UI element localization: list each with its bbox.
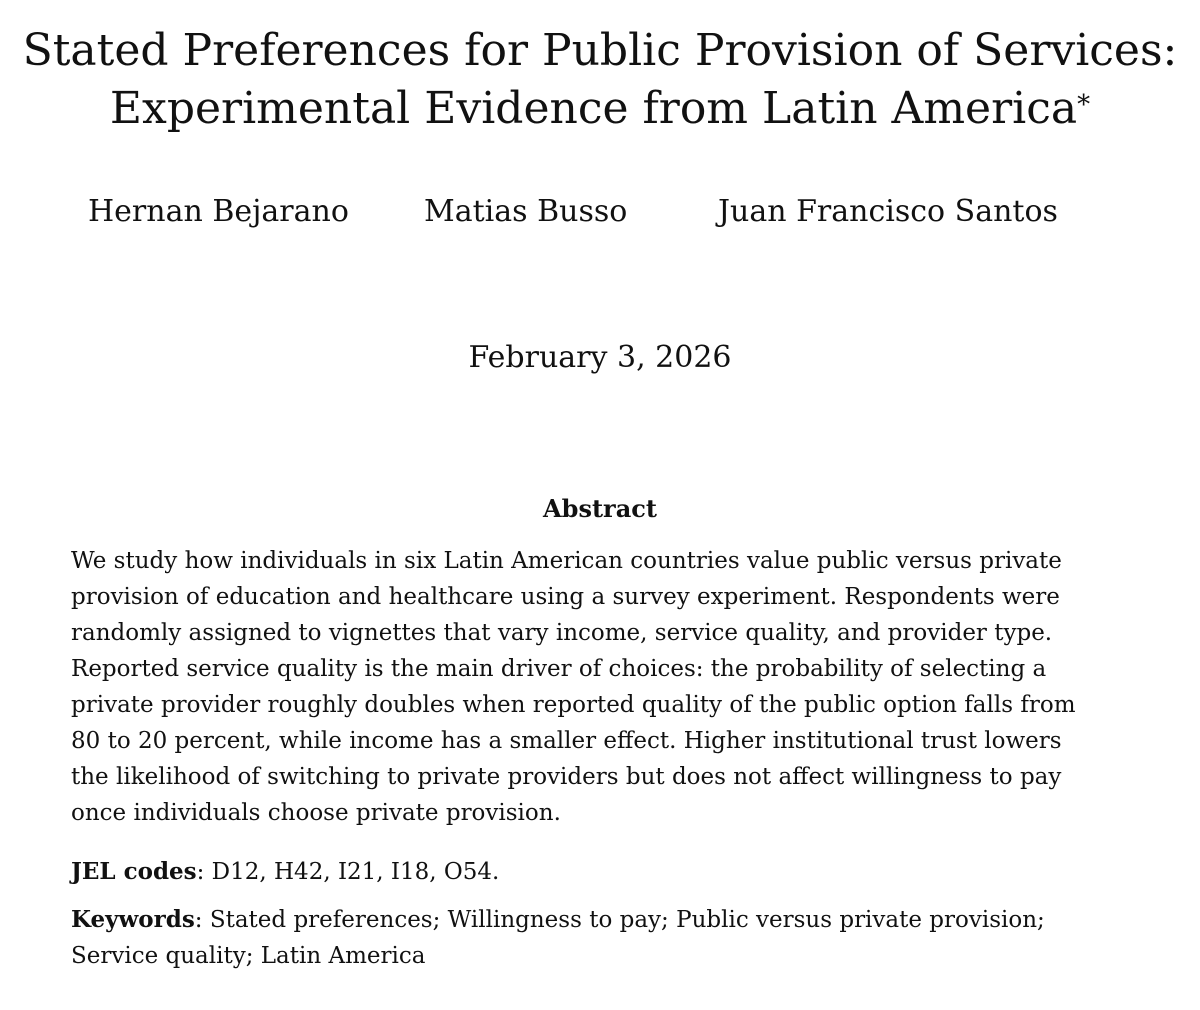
keywords-line-1 — [71, 902, 1131, 938]
keywords-label: Keywords — [71, 906, 195, 933]
abstract-heading: Abstract — [543, 494, 657, 523]
keywords-line-2: Service quality; Latin America — [71, 943, 426, 969]
abstract-line: Reported service quality is the main driver of choices: the probability of selecting a — [71, 656, 1047, 682]
keywords — [71, 902, 1131, 974]
abstract-line: once individuals choose private provision. — [71, 800, 561, 826]
abstract-line: We study how individuals in six Latin American countries value public versus private — [71, 548, 1062, 574]
abstract-line: 80 to 20 percent, while income has a smaller effect. Higher institutional trust lowers — [71, 728, 1062, 754]
paper-title — [0, 22, 1200, 138]
keywords-value-1: : Stated preferences; Willingness to pay; Public versus private provision; — [194, 907, 1045, 933]
title-line-1: Stated Preferences for Public Provision of Services: — [22, 25, 1178, 76]
author-name: Matias Busso — [424, 194, 628, 229]
abstract-line: randomly assigned to vignettes that vary income, service quality, and provider type. — [71, 620, 1053, 646]
author-name: Juan Francisco Santos — [718, 194, 1058, 229]
abstract-line: the likelihood of switching to private providers but does not affect willingness to pay — [71, 764, 1062, 790]
abstract-line: provision of education and healthcare using a survey experiment. Respondents were — [71, 584, 1060, 610]
title-footnote-mark[interactable]: * — [1077, 90, 1091, 120]
jel-codes-value: : D12, H42, I21, I18, O54. — [196, 859, 500, 885]
jel-codes-label: JEL codes — [71, 858, 197, 885]
abstract-body — [71, 543, 1127, 831]
title-line-2 — [0, 80, 1200, 138]
title-line-2-text: Experimental Evidence from Latin America — [109, 83, 1078, 134]
jel-codes — [71, 854, 1131, 890]
author-name: Hernan Bejarano — [88, 194, 349, 229]
abstract-line: private provider roughly doubles when reported quality of the public option falls from — [71, 692, 1076, 718]
paper-date: February 3, 2026 — [468, 340, 732, 375]
